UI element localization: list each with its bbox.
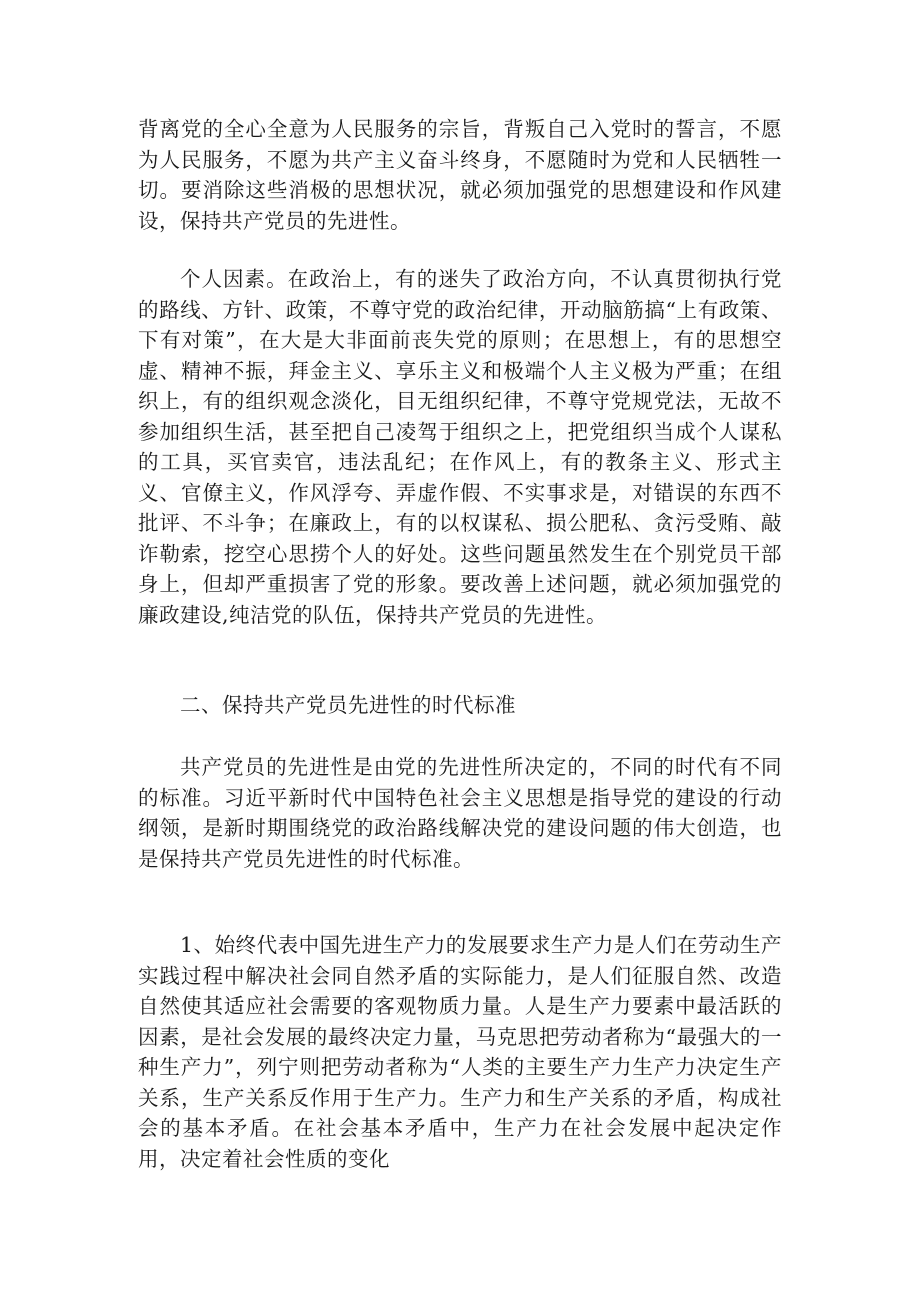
- paragraph-era-standard: 共产党员的先进性是由党的先进性所决定的，不同的时代有不同的标准。习近平新时代中国特色社会主义思想是指导党的建设的行动纲领，是新时期围绕党的政治路线解决党的建设问题的伟大创造，也是保持共产党员先进性的时代标准。: [138, 755, 782, 871]
- section-heading: 二、保持共产党员先进性的时代标准: [180, 693, 516, 717]
- paragraph-personal-factors: 个人因素。在政治上，有的迷失了政治方向，不认真贯彻执行党的路线、方针、政策，不尊守党的政治纪律，开动脑筋搞“上有政策、下有对策”，在大是大非面前丧失党的原则；在思想上，有的思想空虚、精神不振，拜金主义、享乐主义和极端个人主义极为严重；在组织上，有的组织观念淡化，目无组织纪律，不尊守党规党法，无故不参加组织生活，甚至把自己凌驾于组织之上，把党组织当成个人谋私的工具，买官卖官，违法乱纪；在作风上，有的教条主义、形式主义、官僚主义，作风浮夸、弄虚作假、不实事求是，对错误的东西不批评、不斗争；在廉政上，有的以权谋私、损公肥私、贪污受贿、敲诈勒索，挖空心思捞个人的好处。这些问题虽然发生在个别党员干部身上，但却严重损害了党的形象。要改善上述问题，就必须加强党的廉政建设,纯洁党的队伍，保持共产党员的先进性。: [138, 267, 782, 627]
- paragraph-productive-forces: 1、始终代表中国先进生产力的发展要求生产力是人们在劳动生产实践过程中解决社会同自然矛盾的实际能力，是人们征服自然、改造自然使其适应社会需要的客观物质力量。人是生产力要素中最活跃的因素，是社会发展的最终决定力量，马克思把劳动者称为“最强大的一种生产力”，列宁则把劳动者称为“人类的主要生产力生产力决定生产关系，生产关系反作用于生产力。生产力和生产关系的矛盾，构成社会的基本矛盾。在社会基本矛盾中，生产力在社会发展中起决定作用，决定着社会性质的变化: [138, 933, 782, 1171]
- paragraph-continuation: 背离党的全心全意为人民服务的宗旨，背叛自己入党时的誓言，不愿为人民服务，不愿为共产主义奋斗终身，不愿随时为党和人民牺牲一切。要消除这些消极的思想状况，就必须加强党的思想建设和作风建设，保持共产党员的先进性。: [138, 117, 782, 233]
